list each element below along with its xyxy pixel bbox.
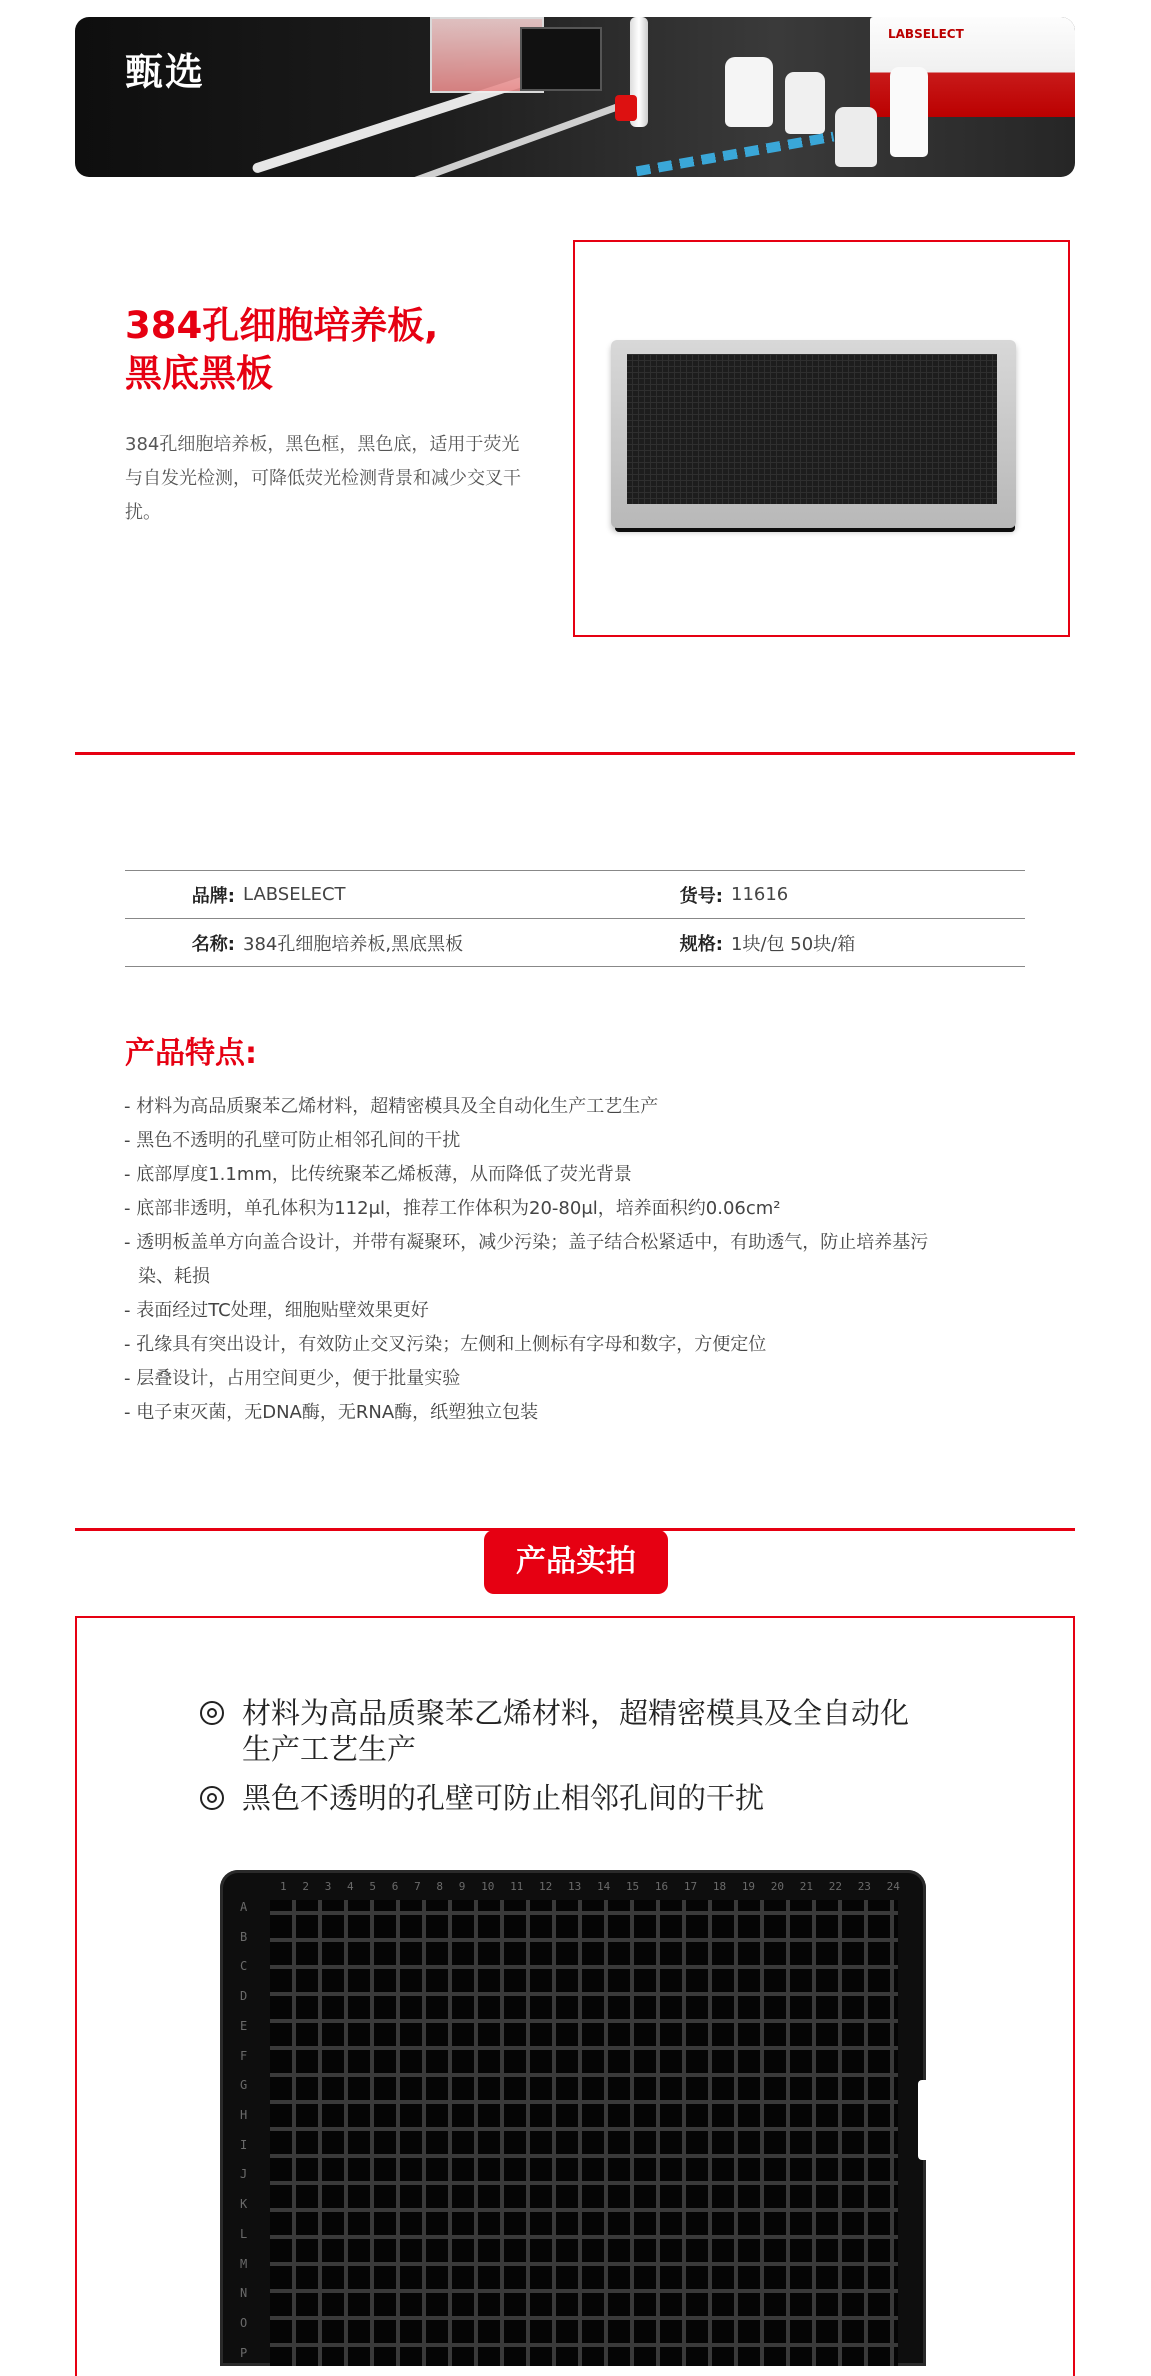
name-value: 384孔细胞培养板,黑底黑板 [243, 919, 643, 967]
header-banner [75, 17, 1075, 177]
brand-logo: 甄选 [125, 50, 206, 94]
row-label: E [240, 2018, 248, 2033]
table-row [125, 871, 1025, 919]
features-list [124, 1090, 964, 1430]
column-label: 13 [568, 1880, 582, 1893]
list-item: - 黑色不透明的孔壁可防止相邻孔间的干扰 [124, 1130, 461, 1151]
plate-wells-image [627, 354, 997, 504]
row-label: J [240, 2167, 248, 2182]
brand-value: LABSELECT [243, 871, 643, 919]
black-box-image [520, 27, 602, 91]
column-label: 10 [481, 1880, 495, 1893]
list-item: - 孔缘具有突出设计，有效防止交叉污染；左侧和上侧标有字母和数字，方便定位 [124, 1334, 767, 1355]
row-label: N [240, 2286, 248, 2301]
column-label: 16 [654, 1880, 669, 1893]
row-label: K [240, 2197, 248, 2212]
column-label: 20 [770, 1880, 785, 1893]
shot-points [200, 1695, 920, 1829]
column-label: 18 [712, 1880, 727, 1893]
product-description: 384孔细胞培养板，黑色框，黑色底，适用于荧光与自发光检测，可降低荧光检测背景和减少交叉干扰。 [125, 434, 521, 523]
list-item [200, 1695, 920, 1767]
row-labels [240, 1900, 247, 2360]
pipette-tips-image [636, 132, 835, 177]
column-label: 3 [324, 1880, 332, 1893]
section-badge: 产品实拍 [484, 1530, 668, 1594]
row-label: A [240, 1900, 248, 1914]
plate-with-lid-image [611, 340, 1016, 528]
list-item: - 底部厚度1.1mm，比传统聚苯乙烯板薄，从而降低了荧光背景 [124, 1164, 632, 1185]
table-row [125, 919, 1025, 967]
column-label: 21 [799, 1880, 813, 1893]
plate-photo [220, 1870, 926, 2366]
name-label: 名称: [125, 919, 243, 967]
list-item: - 表面经过TC处理，细胞贴壁效果更好 [124, 1300, 429, 1321]
list-item: - 透明板盖单方向盖合设计，并带有凝聚环，减少污染；盖子结合松紧适中，有助透气，防止培养基污染、耗损 [124, 1232, 929, 1287]
spec-table [125, 870, 1025, 967]
column-label: 11 [510, 1880, 524, 1893]
column-label: 19 [741, 1880, 756, 1893]
features-title: 产品特点: [125, 1036, 257, 1071]
product-title-line1: 384孔细胞培养板, [125, 304, 439, 347]
sku-value: 11616 [731, 871, 1025, 919]
list-item: - 底部非透明，单孔体积为112μl，推荐工作体积为20-80μl，培养面积约0.06cm² [124, 1198, 781, 1219]
column-label: 2 [302, 1880, 309, 1893]
row-label: P [240, 2345, 248, 2360]
column-label: 14 [596, 1880, 611, 1893]
product-title [125, 302, 438, 398]
pack-label: 规格: [643, 919, 731, 967]
product-title-line2: 黑底黑板 [125, 352, 273, 395]
row-label: G [240, 2078, 248, 2093]
bottle-image [725, 57, 773, 127]
list-item: - 层叠设计，占用空间更少，便于批量实验 [124, 1368, 461, 1389]
column-label: 6 [391, 1880, 399, 1893]
bottle-image [890, 67, 928, 157]
row-label: I [240, 2137, 248, 2152]
kit-box-label: LABSELECT [888, 27, 964, 41]
column-label: 5 [369, 1880, 376, 1893]
bottle-image [785, 72, 825, 134]
sku-label: 货号: [643, 871, 731, 919]
list-item: - 材料为高品质聚苯乙烯材料，超精密模具及全自动化生产工艺生产 [124, 1096, 659, 1117]
column-label: 24 [886, 1880, 900, 1893]
row-label: F [240, 2048, 248, 2063]
column-label: 1 [280, 1880, 287, 1893]
point-text: 材料为高品质聚苯乙烯材料，超精密模具及全自动化生产工艺生产 [242, 1696, 910, 1766]
row-label: L [240, 2226, 248, 2241]
row-label: O [240, 2316, 248, 2331]
row-label: B [240, 1929, 248, 1944]
row-label: H [240, 2108, 248, 2123]
double-circle-icon [200, 1701, 224, 1725]
row-label: M [240, 2256, 248, 2271]
plate-notch [918, 2080, 926, 2160]
column-label: 17 [683, 1880, 698, 1893]
column-label: 12 [539, 1880, 553, 1893]
bottle-image [835, 107, 877, 167]
pack-value: 1块/包 50块/箱 [731, 919, 1025, 967]
column-label: 15 [625, 1880, 640, 1893]
section-divider [75, 752, 1075, 755]
row-label: C [240, 1959, 248, 1974]
list-item [200, 1780, 920, 1816]
column-label: 4 [347, 1880, 354, 1893]
column-label: 9 [458, 1880, 466, 1893]
column-label: 7 [414, 1880, 421, 1893]
well-grid [270, 1900, 898, 2366]
row-label: D [240, 1989, 248, 2004]
double-circle-icon [200, 1786, 224, 1810]
column-label: 22 [828, 1880, 842, 1893]
column-label: 23 [857, 1880, 871, 1893]
point-text: 黑色不透明的孔壁可防止相邻孔间的干扰 [242, 1781, 765, 1815]
column-labels [280, 1880, 900, 1893]
brand-label: 品牌: [125, 871, 243, 919]
product-image-frame [573, 240, 1070, 637]
tube-cap-image [615, 95, 637, 121]
list-item: - 电子束灭菌，无DNA酶，无RNA酶，纸塑独立包装 [124, 1402, 539, 1423]
column-label: 8 [436, 1880, 444, 1893]
